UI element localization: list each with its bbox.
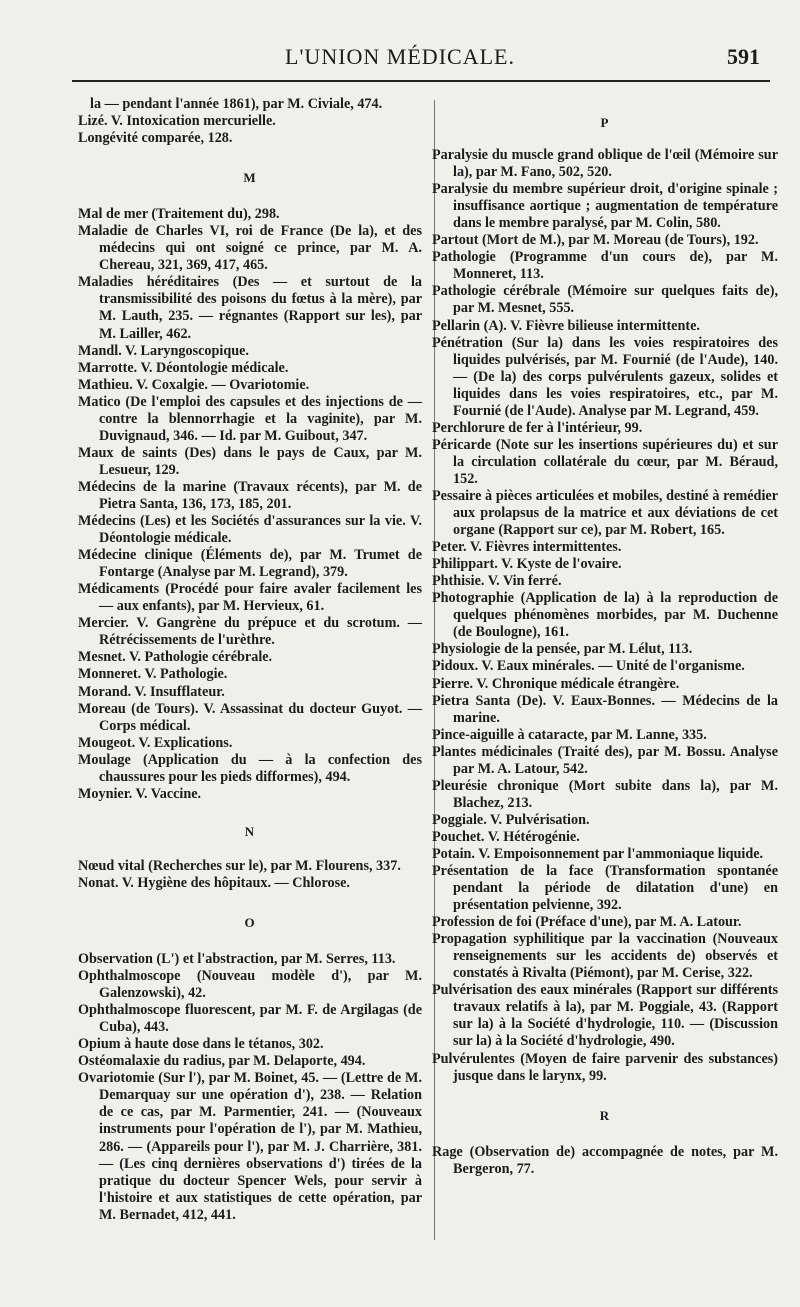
index-entry: Moreau (de Tours). V. Assassinat du docteur Guyot. — Corps médical. [78,700,422,734]
index-entry: Plantes médicinales (Traité des), par M. Bossu. Analyse par M. A. Latour, 542. [432,743,778,777]
index-entry: Pulvérulentes (Moyen de faire parvenir des substances) jusque dans le larynx, 99. [432,1050,778,1084]
index-entry: Paralysie du membre supérieur droit, d'origine spinale ; insuffisance aortique ; augmentation de température dans le membre paralysé, par M. Colin, 580. [432,181,778,232]
index-entry: Philippart. V. Kyste de l'ovaire. [432,556,622,573]
index-entry: Observation (L') et l'abstraction, par M. Serres, 113. [78,951,396,968]
index-entry: Mandl. V. Laryngoscopique. [78,342,249,359]
section-letter-p: P [600,115,610,130]
index-entry: Mathieu. V. Coxalgie. — Ovariotomie. [78,376,310,393]
index-entry: Rage (Observation de) accompagnée de notes, par M. Bergeron, 77. [432,1143,778,1177]
index-entry: Pulvérisation des eaux minérales (Rapport sur différents travaux relatifs à la), par M. Poggiale, 43. (Rapport sur la) à la Société d'hydrologie, 110. — (Discussion sur la) à la Société d'hydrologie, 490. [432,982,778,1050]
index-entry: Mesnet. V. Pathologie cérébrale. [78,649,273,666]
index-entry: la — pendant l'année 1861), par M. Civiale, 474. [90,96,383,112]
index-entry: Présentation de la face (Transformation spontanée pendant la période de dilatation d'une) en présentation pelvienne, 392. [432,863,778,914]
section-letter-n: N [244,823,256,839]
index-entry: Médicaments (Procédé pour faire avaler facilement les — aux enfants), par M. Hervieux, 61. [78,581,422,615]
index-entry: Pleurésie chronique (Mort subite dans la), par M. Blachez, 213. [432,777,778,811]
index-entry: Opium à haute dose dans le tétanos, 302. [78,1036,324,1053]
index-entry: Matico (De l'emploi des capsules et des injections de — contre la blennorrhagie et la vaginite), par M. Duvignaud, 346. — Id. par M. Guibout, 347. [78,393,422,444]
index-entry: Pouchet. V. Hétérogénie. [432,828,580,845]
index-entry: Mal de mer (Traitement du), 298. [78,206,280,223]
index-entry: Ophthalmoscope fluorescent, par M. F. de Argilagas (de Cuba), 443. [78,1002,422,1036]
index-entry: Maux de saints (Des) dans le pays de Caux, par M. Lesueur, 129. [78,444,422,478]
index-entry: Pellarin (A). V. Fièvre bilieuse intermittente. [432,317,700,334]
index-entry: Nonat. V. Hygiène des hôpitaux. — Chlorose. [78,874,350,891]
index-entry: Pessaire à pièces articulées et mobiles, destiné à remédier aux prolapsus de la matrice et aux déviations de cet organe (Rapport sur ce), par M. Robert, 165. [432,487,778,539]
index-entry: Ostéomalaxie du radius, par M. Delaporte, 494. [78,1053,366,1070]
index-entry: Médecine clinique (Éléments de), par M. Trumet de Fontarge (Analyse par M. Legrand), 379. [78,547,422,581]
section-letter-r: R [599,1107,611,1123]
section-o-entries [78,951,422,1224]
index-entry: Paralysie du muscle grand oblique de l'œil (Mémoire sur la), par M. Fano, 502, 520. [432,147,778,181]
index-entry: Péricarde (Note sur les insertions supérieures du) et sur la circulation collatérale du cœur, par M. Béraud, 152. [432,436,778,487]
index-entry: Ovariotomie (Sur l'), par M. Boinet, 45. — (Lettre de M. Demarquay sur une opération d'), 238. — Relation de ce cas, par M. Parmentier, 241. — (Nouveaux instruments pour l'opération de l'), par M. Mathieu, 286. — (Appareils pour l'), par M. J. Charrière, 381. — (Les cinq dernières observations d') tirées de la pratique du docteur Spencer Wels, pour servir à l'histoire et aux statistiques de cette opération, par M. Bernadet, 412, 441. [78,1070,422,1223]
section-letter-m: M [243,170,257,186]
right-column [432,96,778,1178]
index-entry: Phthisie. V. Vin ferré. [432,573,562,590]
index-entry: Poggiale. V. Pulvérisation. [432,811,590,828]
index-entry: Médecins de la marine (Travaux récents), par M. de Pietra Santa, 136, 173, 185, 201. [78,478,422,512]
index-entry: Pince-aiguille à cataracte, par M. Lanne, 335. [432,726,707,743]
section-p-entries [432,147,778,1085]
header-rule [72,80,770,82]
index-entry: Partout (Mort de M.), par M. Moreau (de Tours), 192. [432,232,759,249]
section-n-entries [78,858,422,892]
index-entry: Photographie (Application de la) à la reproduction de quelques phénomènes morbides, par M. Duchenne (de Boulogne), 161. [432,590,778,641]
index-entry: Monneret. V. Pathologie. [78,666,228,683]
index-entry: Maladies héréditaires (Des — et surtout de la transmissibilité des poisons du fœtus à la mère), par M. Lauth, 235. — régnantes (Rapport sur les), par M. Lailler, 462. [78,274,422,342]
index-entry: Propagation syphilitique par la vaccination (Nouveaux renseignements sur les accidents de) observés et constatés à Rivalta (Piémont), par M. Cerise, 322. [432,931,778,982]
section-letter-o: O [244,914,256,930]
index-entry: Pierre. V. Chronique médicale étrangère. [432,675,680,692]
continued-entries [78,96,422,147]
section-m-entries [78,206,422,803]
journal-title: L'UNION MÉDICALE. [285,44,515,69]
running-header [0,38,800,78]
index-entry: Moulage (Application du — à la confection des chaussures pour les pieds difformes), 494. [78,751,422,785]
index-entry: Nœud vital (Recherches sur le), par M. Flourens, 337. [78,857,401,874]
page-number: 591 [727,44,760,69]
index-entry: Longévité comparée, 128. [78,130,233,147]
index-entry: Pathologie cérébrale (Mémoire sur quelques faits de), par M. Mesnet, 555. [432,283,778,317]
section-r-entries [432,1144,778,1178]
index-entry: Pathologie (Programme d'un cours de), par M. Monneret, 113. [432,249,778,283]
index-entry: Marrotte. V. Déontologie médicale. [78,359,289,376]
left-column [78,96,422,1224]
index-entry: Profession de foi (Préface d'une), par M. A. Latour. [432,914,742,931]
index-entry: Morand. V. Insufflateur. [78,683,225,700]
index-entry: Mougeot. V. Explications. [78,734,233,751]
index-entry: Pénétration (Sur la) dans les voies respiratoires des liquides pulvérisés, par M. Fournié (de l'Aude), 140. — (De la) des corps pulvérulents gazeux, solides et liquides dans les voies respiratoires, etc., par M. Fournié (de l'Aude). Analyse par M. Legrand, 459. [432,334,778,419]
index-entry: Moynier. V. Vaccine. [78,785,202,802]
index-entry: Pidoux. V. Eaux minérales. — Unité de l'organisme. [432,658,745,675]
index-entry: Physiologie de la pensée, par M. Lélut, 113. [432,641,693,658]
index-entry: Lizé. V. Intoxication mercurielle. [78,113,276,130]
index-entry: Pietra Santa (De). V. Eaux-Bonnes. — Médecins de la marine. [432,692,778,726]
index-entry: Mercier. V. Gangrène du prépuce et du scrotum. — Rétrécissements de l'urèthre. [78,615,422,649]
index-entry: Peter. V. Fièvres intermittentes. [432,539,622,556]
index-entry: Maladie de Charles VI, roi de France (De la), et des médecins qui ont soigné ce prince, par M. A. Chereau, 321, 369, 417, 465. [78,223,422,274]
index-entry: Médecins (Les) et les Sociétés d'assurances sur la vie. V. Déontologie médicale. [78,513,422,547]
index-entry: Perchlorure de fer à l'intérieur, 99. [432,419,643,436]
index-entry: Ophthalmoscope (Nouveau modèle d'), par M. Galenzowski), 42. [78,968,422,1002]
index-entry: Potain. V. Empoisonnement par l'ammoniaque liquide. [432,845,764,862]
